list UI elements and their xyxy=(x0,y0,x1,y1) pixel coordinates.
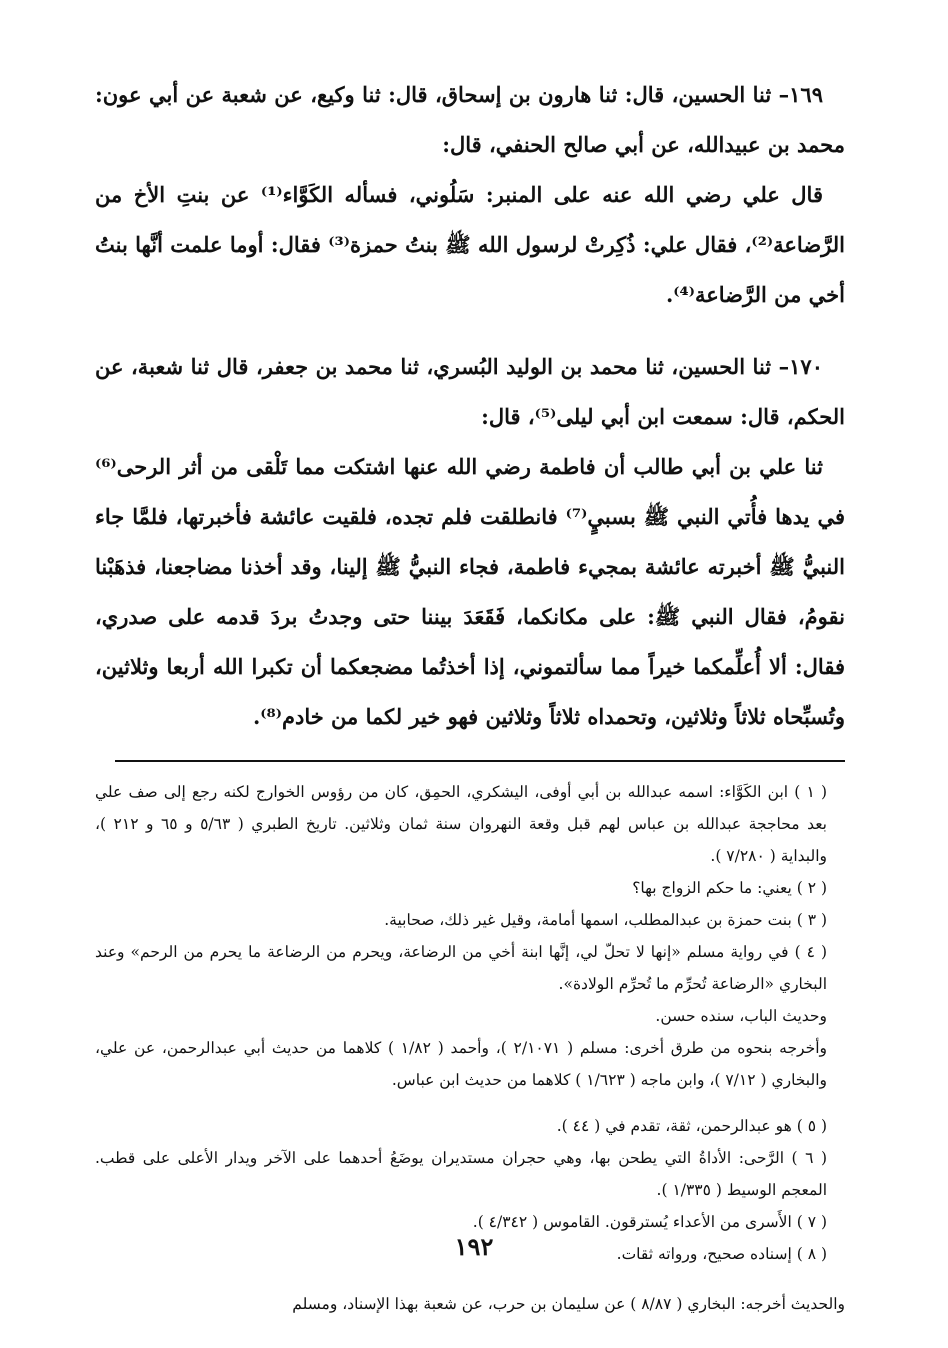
hadith-169-matn: قال علي رضي الله عنه على المنبر: سَلُوني، فسأله الكَوَّاء⁽¹⁾ عن بنتِ الأخ من الرَّضاعة⁽²⁾، فقال علي: ذُكِرتْ لرسول الله ﷺ بنتُ حمزة⁽³⁾ فقال: أوما علمت أنَّها بنتُ أخي من الرَّضاعة⁽⁴⁾. xyxy=(95,182,845,307)
hadith-170-matn: ثنا علي بن أبي طالب أن فاطمة رضي الله عنها اشتكت مما تَلْقى من أثر الرحى⁽⁶⁾ في يدها فأُتي النبي ﷺ بسبيٍ⁽⁷⁾ فانطلقت فلم تجده، فلقيت عائشة فأخبرتها، فلمَّا جاء النبيُّ ﷺ أخبرته عائشة بمجيء فاطمة، فجاء النبيُّ ﷺ إلينا، وقد أخذنا مضاجعنا، فذهَبْنا نقومُ، فقال النبي ﷺ: على مكانكما، فَقَعَدَ بيننا حتى وجدتُ بردَ قدمه على صدري، فقال: ألا أُعلِّمكما خيراً مما سألتموني، إذا أخذتُما مضجعكما أن تكبرا الله أربعا وثلاثين، وتُسبِّحاه ثلاثاً وثلاثين، وتحمداه ثلاثاً وثلاثين فهو خير لكما من خادم⁽⁸⁾. xyxy=(95,454,845,729)
footnote-6: ( ٦ ) الرَّحى: الأداةُ التي يطحن بها، وهي حجران مستديران يوضَعُ أحدهما على الآخر ويدار الأعلى على قطب. المعجم الوسيط ( ١/٣٣٥ ). xyxy=(95,1149,827,1199)
hadith-169 xyxy=(95,70,845,320)
footnote-4-grade: وحديث الباب، سنده حسن. xyxy=(655,1007,827,1025)
hadith-170-isnad: ١٧٠– ثنا الحسين، ثنا محمد بن الوليد البُسري، ثنا محمد بن جعفر، قال ثنا شعبة، عن الحكم، قال: سمعت ابن أبي ليلى⁽⁵⁾، قال: xyxy=(95,354,845,429)
footnote-8: ( ٨ ) إسناده صحيح، ورواته ثقات. xyxy=(616,1245,827,1263)
page-content xyxy=(95,70,845,1320)
footnote-4-takhrij: وأخرجه بنحوه من طرق أخرى: مسلم ( ٢/١٠٧١ )، وأحمد ( ١/٨٢ ) كلاهما من حديث أبي عبدالرحمن، عن علي، والبخاري ( ٧/١٢ )، وابن ماجه ( ١/٦٢٣ ) كلاهما من حديث ابن عباس. xyxy=(95,1039,827,1089)
page-number: ١٩٢ xyxy=(454,1232,494,1261)
hadith-170 xyxy=(95,342,845,742)
footnote-spacer xyxy=(95,1270,845,1288)
footnote-1: ( ١ ) ابن الكَوَّاء: اسمه عبدالله بن أبي أوفى، اليشكري، الحمِق، كان من رؤوس الخوارج لكنه رجع إلى صف علي بعد محاججة عبدالله بن عباس لهم قبل وقعة النهروان سنة ثمان وثلاثين. تاريخ الطبري ( ٥/٦٣ و ٦٥ و ٢١٢ )، والبداية ( ٧/٢٨٠ ). xyxy=(95,783,827,865)
footnote-3: ( ٣ ) بنت حمزة بن عبدالمطلب، اسمها أمامة، وقيل غير ذلك، صحابية. xyxy=(384,911,827,929)
footnote-4: ( ٤ ) في رواية مسلم «إنها لا تحلّ لي، إنَّها ابنة أخي من الرضاعة، ويحرم من الرضاعة ما يحرم من الرحم» وعند البخاري «الرضاعة تُحرِّم ما تُحرِّم الولادة». xyxy=(95,943,828,993)
footnote-8-takhrij: والحديث أخرجه: البخاري ( ٨/٨٧ ) عن سليمان بن حرب، عن شعبة بهذا الإسناد، ومسلم xyxy=(292,1295,845,1313)
footnote-spacer xyxy=(95,1096,845,1110)
hadith-gap xyxy=(95,334,845,342)
footnote-7: ( ٧ ) الأَسرى من الأعداء يُسترقون. القاموس ( ٤/٣٤٢ ). xyxy=(472,1213,827,1231)
hadith-169-isnad: ١٦٩– ثنا الحسين، قال: ثنا هارون بن إسحاق، قال: ثنا وكيع، عن شعبة عن أبي عون: محمد بن عبيدالله، عن أبي صالح الحنفي، قال: xyxy=(95,82,845,157)
main-text xyxy=(95,70,845,742)
footnote-separator xyxy=(115,760,845,762)
footnote-2: ( ٢ ) يعني: ما حكم الزواج بها؟ xyxy=(632,879,827,897)
footnote-5: ( ٥ ) هو عبدالرحمن، ثقة، تقدم في ( ٤٤ ). xyxy=(556,1117,827,1135)
